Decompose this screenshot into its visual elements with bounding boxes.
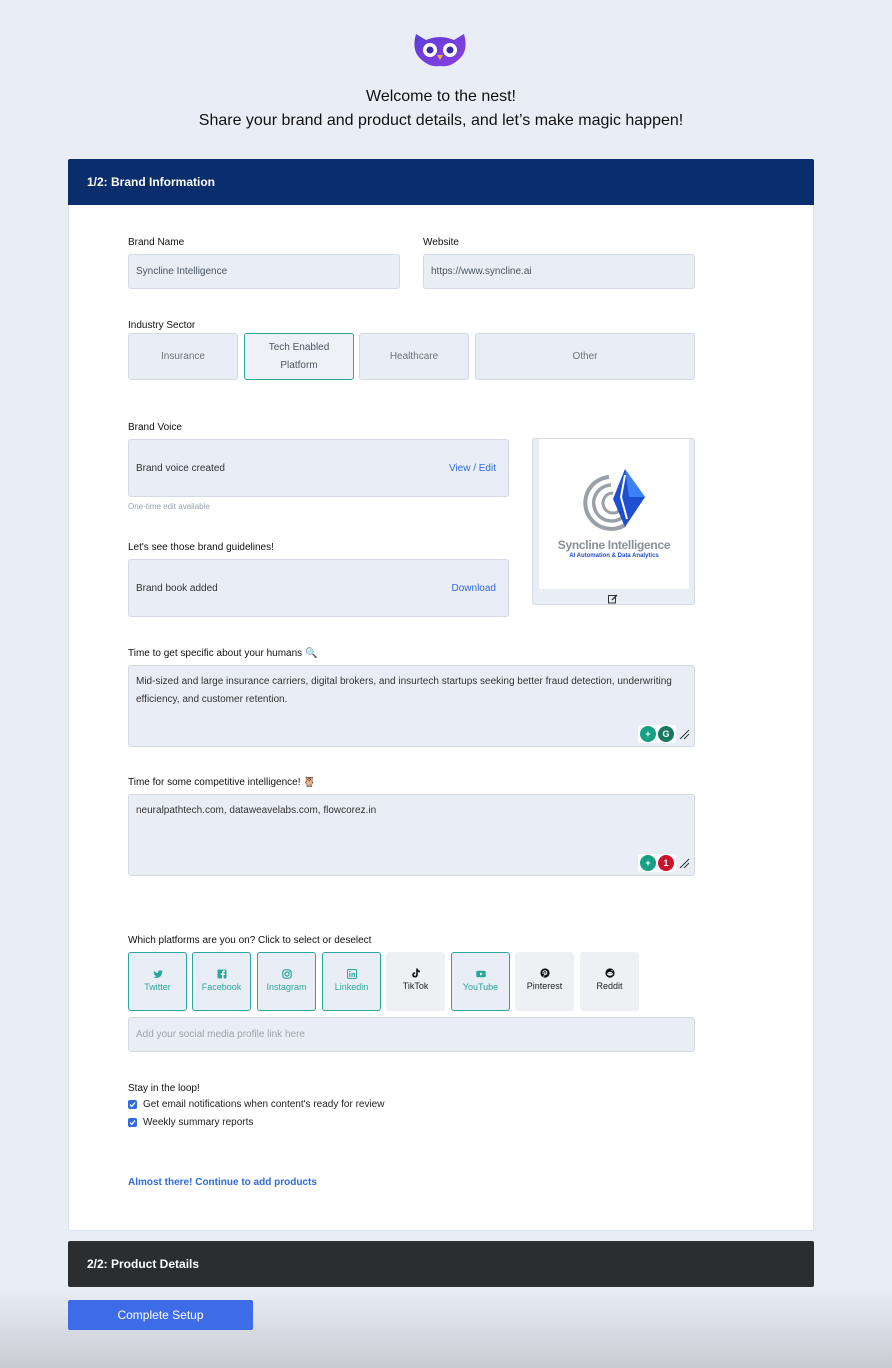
platform-label: Twitter [144,982,171,992]
email-notifications-option[interactable] [128,1099,384,1110]
logo-tagline: AI Automation & Data Analytics [569,553,659,559]
logo-brand-name: Syncline Intelligence [557,538,671,552]
weekly-summary-checkbox[interactable] [128,1118,137,1127]
audience-text: Mid-sized and large insurance carriers, digital brokers, and insurtech startups seeking better fraud detection, underwriting efficiency, and customer retention. [136,676,672,705]
welcome-message [0,85,882,133]
competitors-textarea[interactable] [128,794,695,876]
facebook-icon [217,969,227,979]
platform-pinterest[interactable] [515,952,574,1011]
brand-voice-hint: One-time edit available [128,502,210,511]
platform-label: Facebook [201,982,242,992]
checkmark-icon [129,1119,136,1126]
platform-label: YouTube [462,982,499,992]
grammarly-icon[interactable]: G [658,726,674,742]
platforms-label: Which platforms are you on? Click to select or deselect [128,935,372,946]
email-notifications-checkbox[interactable] [128,1100,137,1109]
textarea-tools [638,854,690,872]
section-header-brand-information[interactable] [68,159,814,205]
brand-logo-image [539,439,689,589]
brand-voice-status: Brand voice created [136,462,225,474]
brand-voice-box [128,439,509,497]
lightbulb-icon[interactable]: + [640,726,656,742]
brand-guidelines-label: Let's see those brand guidelines! [128,542,274,553]
welcome-line-1: Welcome to the nest! [366,88,516,105]
lightbulb-icon[interactable]: + [640,855,656,871]
platform-linkedin[interactable] [322,952,381,1011]
resize-handle-icon[interactable] [678,728,690,740]
brand-name-label: Brand Name [128,237,185,248]
continue-to-products-link[interactable]: Almost there! Continue to add products [128,1177,317,1188]
tiktok-icon [411,968,421,978]
complete-setup-button[interactable]: Complete Setup [68,1300,253,1330]
platform-tiktok[interactable] [386,952,445,1011]
welcome-line-2: Share your brand and product details, and let’s make magic happen! [198,112,684,129]
checkmark-icon [129,1101,136,1108]
brand-book-download-link[interactable]: Download [451,582,496,594]
audience-textarea[interactable] [128,665,695,747]
email-notifications-label: Get email notifications when content's ready for review [143,1099,385,1110]
brand-name-input[interactable]: Syncline Intelligence [128,254,400,289]
youtube-icon [476,969,486,979]
platform-label: Pinterest [526,981,563,991]
weekly-summary-option[interactable] [128,1117,253,1128]
stay-in-loop-label: Stay in the loop! [128,1083,200,1094]
instagram-icon [282,969,292,979]
platform-instagram[interactable] [257,952,316,1011]
textarea-tools [638,725,690,743]
competitors-text: neuralpathtech.com, dataweavelabs.com, flowcorez.in [136,805,377,816]
sector-option-healthcare[interactable]: Healthcare [359,333,469,380]
social-profile-link-input[interactable] [128,1017,695,1052]
grammarly-issues-badge[interactable]: 1 [658,855,674,871]
syncline-emblem-icon [581,467,651,533]
platform-reddit[interactable] [580,952,639,1011]
section-title: 1/2: Brand Information [87,175,216,189]
platform-twitter[interactable] [128,952,187,1011]
section-header-product-details[interactable] [68,1241,814,1287]
brand-voice-label: Brand Voice [128,422,182,433]
platform-label: Reddit [596,981,623,991]
industry-sector-label: Industry Sector [128,320,196,331]
sector-option-other[interactable]: Other [475,333,695,380]
resize-handle-icon[interactable] [678,857,690,869]
sector-option-insurance[interactable]: Insurance [128,333,238,380]
competitors-label: Time for some competitive intelligence! 🦉 [128,777,316,788]
pinterest-icon [540,968,550,978]
brand-guidelines-box [128,559,509,617]
weekly-summary-label: Weekly summary reports [143,1117,254,1128]
platform-label: Linkedin [334,982,369,992]
twitter-icon [153,969,163,979]
platform-facebook[interactable] [192,952,251,1011]
sector-option-tech-enabled-platform[interactable]: Tech Enabled Platform [244,333,354,380]
social-link-placeholder: Add your social media profile link here [136,1029,305,1040]
section-title: 2/2: Product Details [87,1257,200,1271]
platform-label: Instagram [266,982,307,992]
brand-book-status: Brand book added [136,582,218,594]
platform-youtube[interactable] [451,952,510,1011]
website-input[interactable]: https://www.syncline.ai [423,254,695,289]
owl-logo [412,30,468,68]
edit-logo-icon[interactable] [608,594,618,604]
brand-voice-view-edit-link[interactable]: View / Edit [448,462,496,474]
linkedin-icon [347,969,357,979]
audience-label: Time to get specific about your humans 🔍 [128,648,318,659]
reddit-icon [605,968,615,978]
website-label: Website [423,237,459,248]
brand-logo-card [532,438,695,605]
platform-label: TikTok [402,981,429,991]
